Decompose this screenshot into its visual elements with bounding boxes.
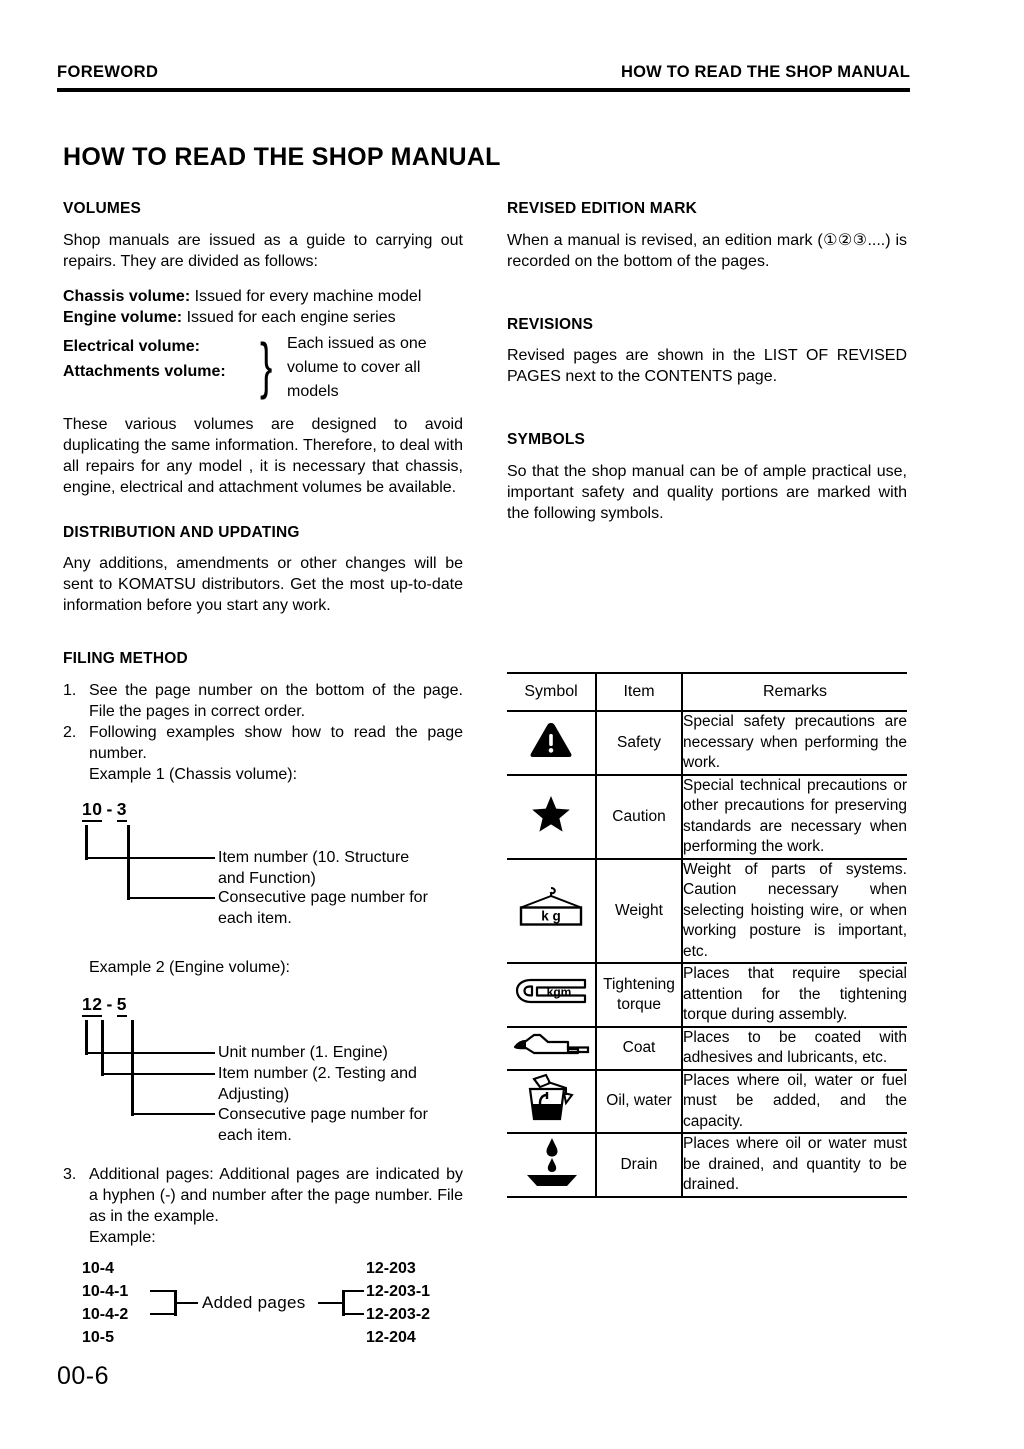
symbols-table-body (507, 711, 907, 1197)
example2-unit-item-number: 12 (82, 994, 102, 1017)
added-left-2: 10-4-2 (82, 1305, 129, 1323)
leader2-h-1 (85, 1052, 215, 1055)
remarks-cell: Places that require special attention for the tightening torque during assembly. (682, 963, 907, 1027)
revisions-text: Revised pages are shown in the LIST OF REVISED PAGES next to the CONTENTS page. (507, 347, 907, 386)
symbols-table-head (507, 673, 907, 711)
added-right-bracket-bottom (342, 1313, 364, 1316)
electrical-volume-label: Electrical volume: (63, 337, 200, 355)
left-column (63, 200, 463, 1360)
hoist-weight-icon (513, 885, 589, 929)
column-header-remarks: Remarks (682, 673, 907, 711)
list-item-2-text: Following examples show how to read the page number. (89, 723, 463, 762)
example1-page-number (82, 799, 127, 820)
list-item-1-text: See the page number on the bottom of the page. File the pages in correct order. (89, 681, 463, 720)
example2-consecutive-number: 5 (117, 994, 127, 1017)
added-right-3: 12-204 (366, 1328, 416, 1346)
added-left-bracket-top (150, 1290, 176, 1293)
drain-drop-icon (523, 1136, 579, 1186)
table-row (507, 711, 907, 775)
table-row (507, 775, 907, 859)
added-left-bracket-stem (174, 1302, 198, 1305)
list-item-1-number: 1. (63, 681, 77, 699)
added-left-1: 10-4-1 (82, 1282, 129, 1300)
header-section-label: FOREWORD (57, 63, 159, 81)
item-cell: Caution (596, 775, 682, 859)
example2-dash: - (106, 993, 113, 1014)
volume-line-chassis (63, 286, 463, 307)
brace-labels (63, 334, 226, 384)
wrench-torque-icon (511, 975, 591, 1009)
example1-callout-1: Item number (10. Structure (218, 848, 410, 866)
revised-edition-text-a: When a manual is revised, an edition mark ( (507, 231, 823, 249)
example1-diagram (82, 798, 463, 927)
item-cell: Drain (596, 1133, 682, 1197)
added-right-bracket-top (342, 1290, 364, 1293)
table-row (507, 1133, 907, 1197)
leader2-h-2 (101, 1073, 215, 1076)
example1-label: Example 1 (Chassis volume): (89, 765, 298, 783)
example2-page-number (82, 994, 127, 1015)
page-number-footer: 00-6 (57, 1362, 110, 1390)
chassis-volume-text: Issued for every machine model (190, 287, 422, 305)
column-header-item: Item (596, 673, 682, 711)
section-heading-filing: FILING METHOD (63, 650, 188, 668)
added-right-0: 12-203 (366, 1259, 416, 1277)
symbols-intro-text: So that the shop manual can be of ample practical use, important safety and quality portions are marked with the following symbols. (507, 462, 907, 522)
list-item-3-text: Additional pages: Additional pages are indicated by a hyphen (-) and number after the page number. File as in the example. (89, 1165, 463, 1225)
star-icon (531, 795, 571, 839)
leader-v-2 (127, 825, 130, 900)
item-cell: Weight (596, 859, 682, 964)
svg-text:kgm: kgm (546, 985, 572, 1000)
grease-gun-coat-icon (510, 1031, 592, 1061)
added-left-0: 10-4 (82, 1259, 115, 1277)
leader2-v-1 (85, 1020, 88, 1055)
example2-diagram (82, 993, 463, 1144)
brace-note-text: Each issued as one volume to cover all models (287, 334, 427, 400)
example1-callout-2: Consecutive page number for (218, 888, 428, 906)
filing-method-list-continued (63, 1164, 463, 1248)
symbols-table (507, 672, 907, 1198)
filing-method-list (63, 680, 463, 785)
remarks-cell: Places where oil or water must be drained, and quantity to be drained. (682, 1133, 907, 1197)
example2-label: Example 2 (Engine volume): (89, 958, 290, 976)
section-heading-revisions: REVISIONS (507, 315, 594, 333)
section-heading-volumes: VOLUMES (63, 200, 142, 217)
added-right-bracket-stem (318, 1302, 344, 1305)
symbol-cell (507, 1027, 596, 1070)
added-pages-diagram (82, 1260, 463, 1360)
item-cell: Coat (596, 1027, 682, 1070)
table-row (507, 1070, 907, 1134)
revised-edition-text (507, 230, 907, 272)
table-row (507, 1027, 907, 1070)
example1-consecutive-number: 3 (117, 799, 127, 822)
page-title: HOW TO READ THE SHOP MANUAL (63, 143, 501, 171)
symbol-cell (507, 859, 596, 964)
table-row (507, 963, 907, 1027)
attachments-volume-label: Attachments volume: (63, 362, 226, 380)
leader-v-1 (85, 825, 88, 860)
added-left-bracket-bottom (150, 1313, 176, 1316)
section-heading-revised-edition: REVISED EDITION MARK (507, 200, 698, 217)
added-right-2: 12-203-2 (366, 1305, 431, 1323)
example2-callout-3: Consecutive page number for (218, 1105, 428, 1123)
example3-label: Example: (89, 1228, 156, 1246)
item-cell: Safety (596, 711, 682, 775)
leader-h-1 (85, 857, 215, 860)
edition-mark-circled-numbers: ①②③ (822, 231, 868, 249)
list-item-2 (63, 722, 463, 785)
example2-callout-3b: each item. (218, 1126, 292, 1144)
item-cell: Oil, water (596, 1070, 682, 1134)
list-item-3 (63, 1164, 463, 1248)
warning-triangle-icon (529, 721, 573, 759)
leader2-v-2 (101, 1020, 104, 1076)
remarks-cell: Weight of parts of systems. Caution necessary when selecting hoisting wire, or when working posture is important, etc. (682, 859, 907, 964)
symbols-table-wrapper (507, 672, 907, 1198)
example2-callout-2b: Adjusting) (218, 1085, 290, 1103)
example1-callout-1b: and Function) (218, 869, 316, 887)
leader2-h-3 (131, 1113, 215, 1116)
volumes-closing-text: These various volumes are designed to avoid duplicating the same information. Therefore, to deal with all repairs for any model , it is necessary that chassis, engine, electrical and attachment volumes be available. (63, 415, 463, 496)
running-header (57, 63, 910, 87)
symbol-cell (507, 775, 596, 859)
added-right-1: 12-203-1 (366, 1282, 431, 1300)
section-heading-distribution: DISTRIBUTION AND UPDATING (63, 523, 300, 541)
symbol-cell (507, 711, 596, 775)
list-item-1 (63, 680, 463, 722)
chassis-volume-label: Chassis volume: (63, 287, 191, 305)
example2-callout-2: Item number (2. Testing and (218, 1064, 417, 1082)
added-left-3: 10-5 (82, 1328, 115, 1346)
curly-brace-icon: } (260, 329, 273, 400)
svg-text:k g: k g (541, 908, 561, 924)
example2-callout-1: Unit number (1. Engine) (218, 1043, 388, 1061)
section-heading-symbols: SYMBOLS (507, 431, 586, 449)
table-row (507, 859, 907, 964)
list-item-3-number: 3. (63, 1165, 77, 1183)
example1-callout-2b: each item. (218, 909, 292, 927)
volumes-intro-text: Shop manuals are issued as a guide to carrying out repairs. They are divided as follows: (63, 231, 463, 270)
item-cell: Tightening torque (596, 963, 682, 1027)
symbol-cell (507, 1133, 596, 1197)
header-title-label: HOW TO READ THE SHOP MANUAL (621, 63, 910, 81)
distribution-text: Any additions, amendments or other changes will be sent to KOMATSU distributors. Get the most up-to-date information before you start any work. (63, 555, 463, 615)
remarks-cell: Places where oil, water or fuel must be added, and the capacity. (682, 1070, 907, 1134)
added-pages-label: Added pages (202, 1292, 306, 1312)
engine-volume-text: Issued for each engine series (182, 308, 396, 326)
symbol-cell (507, 963, 596, 1027)
example1-item-number: 10 (82, 799, 102, 822)
right-column (507, 200, 907, 524)
oil-can-pour-icon (520, 1073, 582, 1123)
revised-edition-text-b: ....) is recorded on the bottom of the pages. (507, 231, 908, 270)
header-rule (57, 88, 910, 92)
symbol-cell (507, 1070, 596, 1134)
volume-brace-group (63, 329, 463, 408)
engine-volume-label: Engine volume: (63, 308, 183, 326)
column-header-symbol: Symbol (507, 673, 596, 711)
remarks-cell: Places to be coated with adhesives and lubricants, etc. (682, 1027, 907, 1070)
list-item-2-number: 2. (63, 723, 77, 741)
leader-h-2 (127, 897, 215, 900)
table-header-row (507, 673, 907, 711)
leader2-v-3 (131, 1020, 134, 1116)
remarks-cell: Special technical precautions or other precautions for preserving standards are necessary when performing the work. (682, 775, 907, 859)
example1-dash: - (106, 798, 113, 819)
remarks-cell: Special safety precautions are necessary when performing the work. (682, 711, 907, 775)
